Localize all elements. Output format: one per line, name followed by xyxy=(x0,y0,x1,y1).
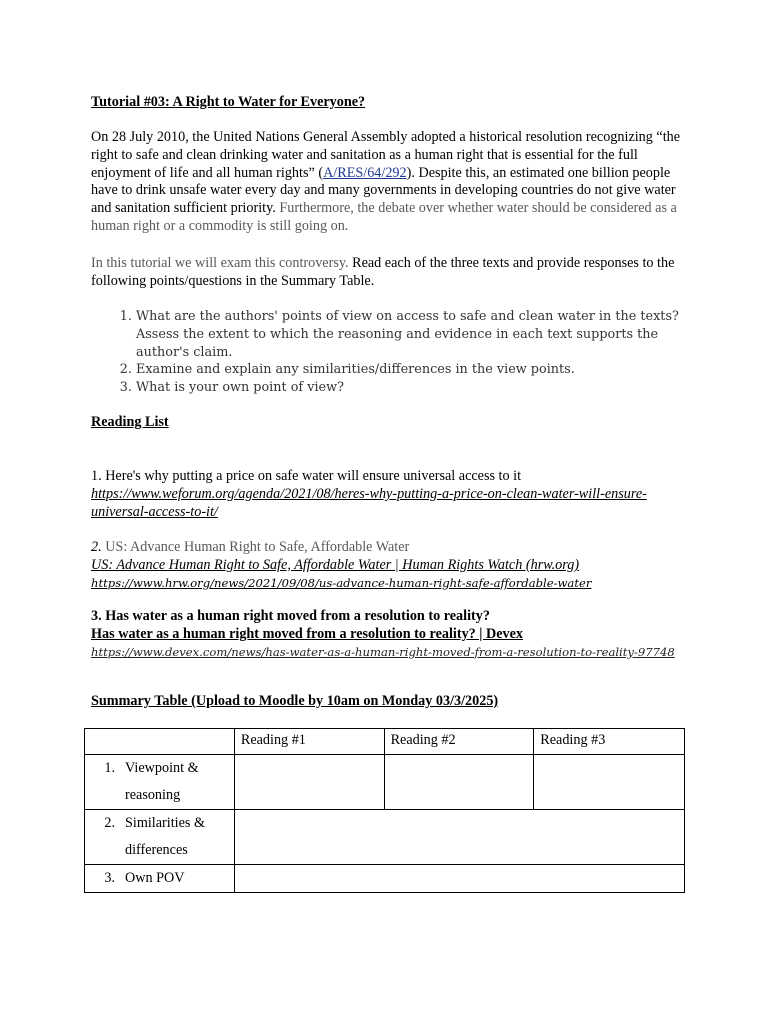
response-cell[interactable] xyxy=(234,755,384,810)
table-header-cell xyxy=(85,729,235,755)
table-header-cell: Reading #2 xyxy=(384,729,534,755)
question-item: 1. What are the authors' points of view on access to safe and clean water in the texts? Assess the extent to which the reasoning and evidence in each text supports the author's claim. xyxy=(136,308,681,361)
row-number: 3. xyxy=(104,870,115,886)
reading-title: 3. Has water as a human right moved from a resolution to reality? xyxy=(91,608,490,624)
reading-title: 1. Here's why putting a price on safe water will ensure universal access to it xyxy=(91,468,522,484)
row-label-cell xyxy=(85,865,235,893)
row-label-line: Viewpoint & xyxy=(125,760,199,776)
table-row xyxy=(85,865,685,893)
table-header-cell: Reading #1 xyxy=(234,729,384,755)
reading-item-1 xyxy=(91,468,681,521)
reading-item-2 xyxy=(91,539,681,592)
table-row xyxy=(85,755,685,810)
instructions-text: Read each of the three texts and provide responses to the following points/questions in the Summary Table. xyxy=(91,255,675,289)
intro-gray-text: Furthermore, the debate over whether water should be considered as a human right or a commodity is still going on. xyxy=(91,200,677,234)
table-header-row xyxy=(85,729,685,755)
intro-text-continued: ). Despite this, an estimated one billion people have to drink unsafe water every day and many governments in developing countries do not give water and sanitation sufficient priority. xyxy=(91,164,676,217)
response-cell[interactable] xyxy=(234,865,684,893)
instructions-paragraph xyxy=(91,255,681,291)
page-title: Tutorial #03: A Right to Water for Everyone? xyxy=(91,94,366,110)
questions-list xyxy=(91,308,681,397)
response-cell[interactable] xyxy=(384,755,534,810)
reading-title-link[interactable]: Has water as a human right moved from a resolution to reality? | Devex xyxy=(91,625,523,642)
reading-title-text: US: Advance Human Right to Safe, Affordable Water xyxy=(101,539,410,555)
row-label xyxy=(125,810,205,864)
row-label-cell xyxy=(85,810,235,865)
question-item: 2. Examine and explain any similarities/differences in the view points. xyxy=(136,361,681,379)
reading-url-link[interactable]: https://www.weforum.org/agenda/2021/08/heres-why-putting-a-price-on-clean-water-will-ensure-universal-access-to-it/ xyxy=(91,485,647,520)
reading-item-3 xyxy=(91,608,681,661)
row-label-line: reasoning xyxy=(125,787,181,803)
intro-text: On 28 July 2010, the United Nations General Assembly adopted a historical resolution recognizing “the right to safe and clean drinking water and sanitation as a human right that is essential for the full enjoyment of life and all human rights” ( xyxy=(91,129,681,181)
intro-paragraph xyxy=(91,129,681,236)
table-row xyxy=(85,810,685,865)
response-cell[interactable] xyxy=(534,755,685,810)
reading-list-heading: Reading List xyxy=(91,414,169,430)
row-label: Own POV xyxy=(125,870,185,886)
response-cell[interactable] xyxy=(234,810,684,865)
table-header-cell: Reading #3 xyxy=(534,729,685,755)
row-label-line: Similarities & xyxy=(125,815,205,831)
row-label-line: differences xyxy=(125,842,188,858)
summary-table xyxy=(84,728,685,893)
row-label xyxy=(125,755,199,809)
row-number: 1. xyxy=(104,760,115,776)
summary-table-heading: Summary Table (Upload to Moodle by 10am on Monday 03/3/2025) xyxy=(91,693,499,709)
question-item: 3. What is your own point of view? xyxy=(136,379,681,397)
reading-url-link[interactable]: https://www.devex.com/news/has-water-as-a-human-right-moved-from-a-resolution-to-reality-97748 xyxy=(91,644,675,659)
reading-number: 2. xyxy=(91,539,102,555)
reading-title xyxy=(91,539,681,557)
row-number: 2. xyxy=(104,815,115,831)
resolution-link[interactable]: A/RES/64/292 xyxy=(323,164,407,181)
reading-title-link[interactable]: US: Advance Human Right to Safe, Affordable Water | Human Rights Watch (hrw.org) xyxy=(91,556,580,573)
reading-url-link[interactable]: https://www.hrw.org/news/2021/09/08/us-advance-human-right-safe-affordable-water xyxy=(91,575,592,590)
instructions-gray-text: In this tutorial we will exam this controversy. xyxy=(91,255,349,271)
row-label-cell xyxy=(85,755,235,810)
